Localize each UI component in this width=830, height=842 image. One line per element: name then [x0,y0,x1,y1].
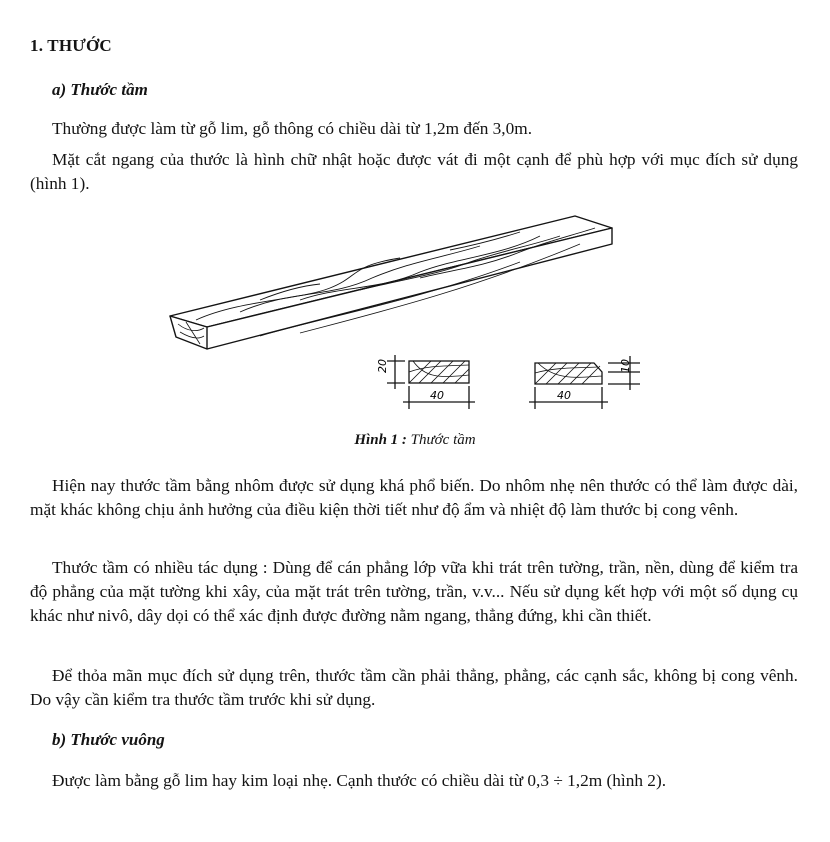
dim-height-right: 10 [619,359,632,373]
subsection-b-title: b) Thước vuông [52,730,165,749]
paragraph-a5: Để thỏa mãn mục đích sử dụng trên, thước tầm cần phải thẳng, phẳng, các cạnh sắc, không bị cong vênh. Do vậy cần kiểm tra thước tầm trước khi sử dụng. [30,666,798,709]
paragraph-b1: Được làm bằng gỗ lim hay kim loại nhẹ. Cạnh thước có chiều dài từ 0,3 ÷ 1,2m (hình 2). [52,771,667,790]
dim-width-left: 40 [430,389,444,402]
dim-height-left: 20 [376,359,389,373]
subsection-a-title: a) Thước tầm [52,80,148,99]
paragraph-a2: Mặt cắt ngang của thước là hình chữ nhật hoặc được vát đi một cạnh để phù hợp với mục đích sử dụng (hình 1). [30,150,798,193]
section-heading: 1. THƯỚC [30,36,112,55]
paragraph-a1: Thường được làm từ gỗ lim, gỗ thông có chiều dài từ 1,2m đến 3,0m. [52,119,533,138]
caption-number: Hình 1 : [354,432,407,448]
figure-1-caption [0,432,830,449]
paragraph-a3: Hiện nay thước tầm bằng nhôm được sử dụng khá phổ biến. Do nhôm nhẹ nên thước có thể làm được dài, mặt khác không chịu ảnh hưởng của điều kiện thời tiết như độ ẩm và nhiệt độ làm thước bị cong vênh. [30,476,798,519]
paragraph-a4: Thước tầm có nhiều tác dụng : Dùng để cán phẳng lớp vữa khi trát trên tường, trần, nền, dùng để kiểm tra độ phẳng của mặt tường khi xây, của mặt trát trên tường, trần, v.v... Nếu sử dụng kết hợp với một số dụng cụ khác như nivô, dây dọi có thể xác định được đường nằm ngang, thẳng đứng, khi cần thiết. [30,558,798,625]
dim-width-right: 40 [557,389,571,402]
caption-text: Thước tầm [410,432,476,448]
